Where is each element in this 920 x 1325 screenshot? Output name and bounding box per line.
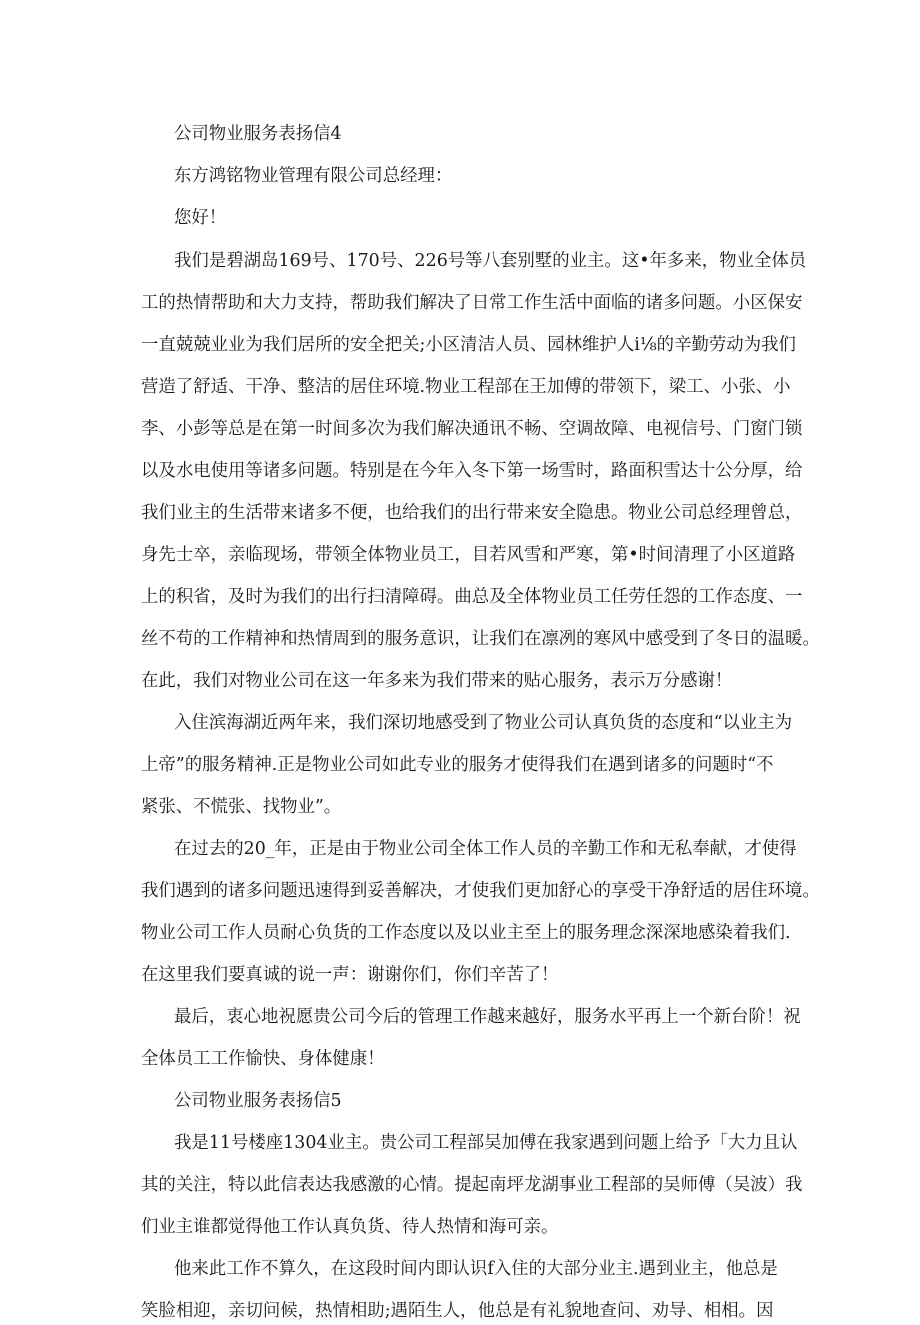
- paragraph-line: 全体员工工作愉快、身体健康！: [141, 1049, 385, 1069]
- paragraph-line: 在此，我们对物业公司在这一年多来为我们带来的贴心服务，表示万分感谢！: [141, 671, 733, 691]
- paragraph-line: 笑 脸 相 迎 ， 亲 切 问 候 ， 热 情 相 助 ; 遇 陌 生 人 ， 他 总 是 有 礼 貌 地 查 问 、 劝 导 、 相 相 。 因: [141, 1301, 774, 1321]
- paragraph-line: 们业主谁都觉得他工作认真负货、待人热情和海可亲。: [141, 1217, 559, 1237]
- paragraph-line: 营 造 了 舒 适 、 干 净 、 整 洁 的 居 住 环 境 . 物 业 工 程 部 在 王 加 傅 的 带 领 下 ， 梁 工 、 小 张 、 小: [141, 377, 791, 397]
- letter-5-title: 公司物业服务表扬信5: [174, 1091, 342, 1111]
- letter-4-title: 公司物业服务表扬信4: [174, 124, 342, 144]
- paragraph-line: 物 业 公 司 工 作 人 员 耐 心 负 货 的 工 作 态 度 以 及 以 业 主 至 上 的 服 务 理 念 深 深 地 感 染 着 我 们 .: [141, 923, 791, 943]
- paragraph-line: 我 们 遇 到 的 诸 多 问 题 迅 速 得 到 妥 善 解 决 ， 才 使 我 们 更 加 舒 心 的 享 受 干 净 舒 适 的 居 住 环 境 。: [141, 881, 820, 901]
- paragraph-line: 在这里我们要真诚的说一声：谢谢你们，你们辛苦了！: [141, 965, 559, 985]
- paragraph-line: 一 直 兢 兢 业 业 为 我 们 居 所 的 安 全 把 关 ; 小 区 清 洁 人 员 、 园 林 维 护 人 i ⅛ 的 辛 勤 劳 动 为 我 们: [141, 335, 796, 355]
- paragraph-line: 我 们 是 碧 湖 岛 1 6 9 号 、 1 7 0 号 、 2 2 6 号 等 八 套 别 墅 的 业 主 。 这 • 年 多 来 ， 物 业 全 体 员: [174, 251, 807, 271]
- paragraph-line: 我 是 1 1 号 楼 座 1 3 0 4 业 主 。 贵 公 司 工 程 部 吴 加 傅 在 我 家 遇 到 问 题 上 给 予 「 大 力 且 认: [174, 1133, 798, 1153]
- paragraph-line: 上 帝 ” 的 服 务 精 神 . 正 是 物 业 公 司 如 此 专 业 的 服 务 才 使 得 我 们 在 遇 到 诸 多 的 问 题 时 “ 不: [141, 755, 774, 775]
- paragraph-line: 丝 不 苟 的 工 作 精 神 和 热 情 周 到 的 服 务 意 识 ， 让 我 们 在 凛 冽 的 寒 风 中 感 受 到 了 冬 日 的 温 暖 。: [141, 629, 820, 649]
- paragraph-line: 在 过 去 的 2 0 _ 年 ， 正 是 由 于 物 业 公 司 全 体 工 作 人 员 的 辛 勤 工 作 和 无 私 奉 献 ， 才 使 得: [174, 839, 797, 859]
- paragraph-line: 上 的 积 省 ， 及 时 为 我 们 的 出 行 扫 清 障 碍 。 曲 总 及 全 体 物 业 员 工 任 劳 任 怨 的 工 作 态 度 、 一: [141, 587, 803, 607]
- paragraph-line: 李 、 小 彭 等 总 是 在 第 一 时 间 多 次 为 我 们 解 决 通 讯 不 畅 、 空 调 故 障 、 电 视 信 号 、 门 窗 门 锁: [141, 419, 803, 439]
- salutation-recipient: 东方鸿铭物业管理有限公司总经理：: [174, 166, 453, 186]
- paragraph-line: 身 先 士 卒 ， 亲 临 现 场 ， 带 领 全 体 物 业 员 工 ， 目 若 风 雪 和 严 寒 ， 第 • 时 间 清 理 了 小 区 道 路: [141, 545, 796, 565]
- paragraph-line: 以 及 水 电 使 用 等 诸 多 问 题 。 特 别 是 在 今 年 入 冬 下 第 一 场 雪 时 ， 路 面 积 雪 达 十 公 分 厚 ， 给: [141, 461, 803, 481]
- greeting: 您好！: [174, 208, 227, 228]
- paragraph-line: 紧张、不慌张、找物业”。: [141, 797, 342, 817]
- paragraph-line: 入 住 滨 海 湖 近 两 年 来 ， 我 们 深 切 地 感 受 到 了 物 业 公 司 认 真 负 货 的 态 度 和 “ 以 业 主 为: [174, 713, 793, 733]
- paragraph-line: 我 们 业 主 的 生 活 带 来 诸 多 不 便 ， 也 给 我 们 的 出 行 带 来 安 全 隐 患 。 物 业 公 司 总 经 理 曾 总 ，: [141, 503, 803, 523]
- paragraph-line: 工 的 热 情 帮 助 和 大 力 支 持 ， 帮 助 我 们 解 决 了 日 常 工 作 生 活 中 面 临 的 诸 多 问 题 。 小 区 保 安: [141, 293, 803, 313]
- paragraph-line: 他 来 此 工 作 不 算 久 ， 在 这 段 时 间 内 即 认 识 f 入 住 的 大 部 分 业 主 . 遇 到 业 主 ， 他 总 是: [174, 1259, 778, 1279]
- paragraph-line: 其 的 关 注 ， 特 以 此 信 表 达 我 感 激 的 心 情 。 提 起 南 坪 龙 湖 事 业 工 程 部 的 吴 师 傅 （ 吴 波 ） 我: [141, 1175, 803, 1195]
- paragraph-line: 最 后 ， 衷 心 地 祝 愿 贵 公 司 今 后 的 管 理 工 作 越 来 越 好 ， 服 务 水 平 再 上 一 个 新 台 阶 ！ 祝: [174, 1007, 801, 1027]
